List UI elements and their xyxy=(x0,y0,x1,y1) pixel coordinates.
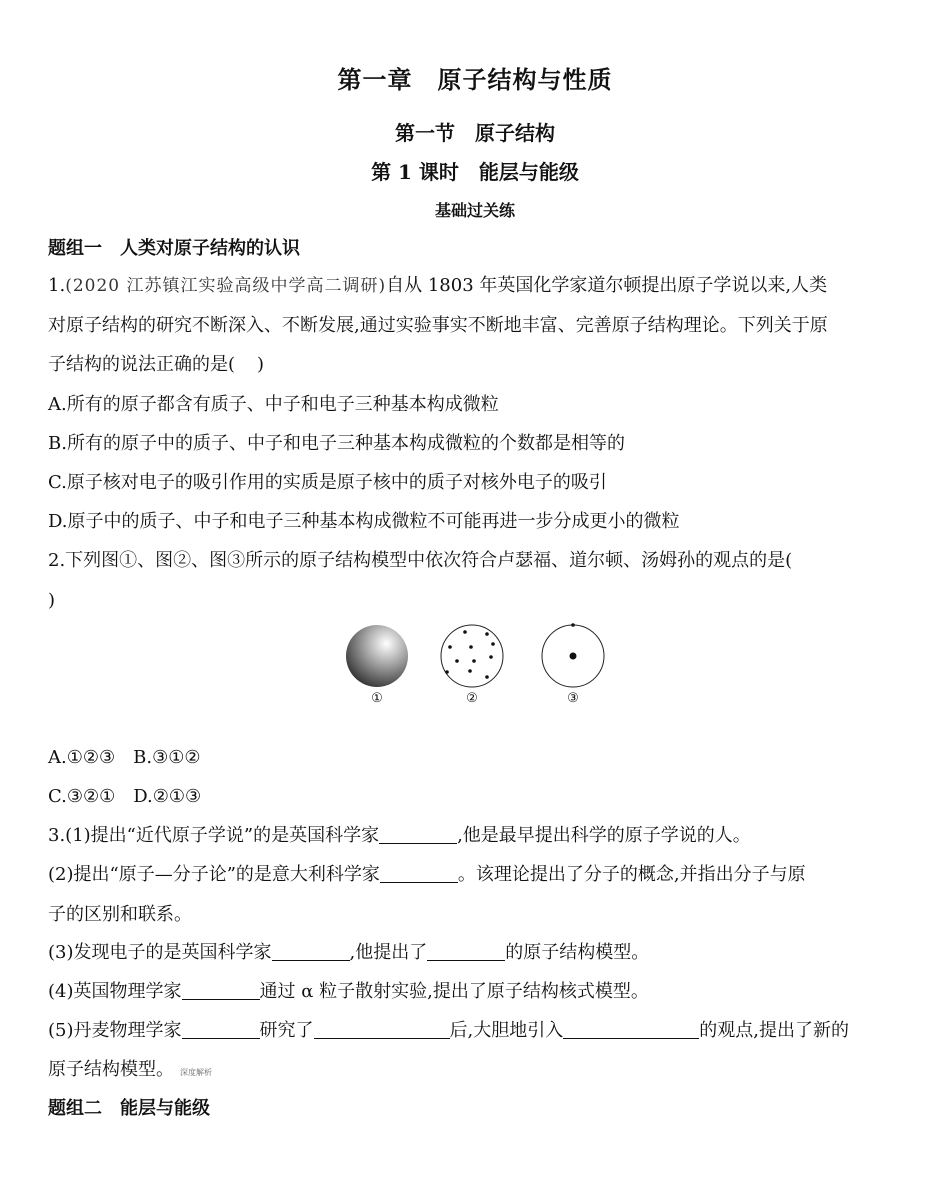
deep-analysis-tag[interactable]: 深度解析 xyxy=(180,1068,212,1077)
q2-options-row2: C.③②① D.②①③ xyxy=(48,786,202,807)
q1-option-d: D.原子中的质子、中子和电子三种基本构成微粒不可能再进一步分成更小的微粒 xyxy=(48,511,680,532)
q3-blank-dalton[interactable] xyxy=(379,825,457,844)
q1-option-c: C.原子核对电子的吸引作用的实质是原子核中的质子对核外电子的吸引 xyxy=(48,472,607,493)
q3-blank-bohr[interactable] xyxy=(182,1020,260,1039)
q3-blank-research[interactable] xyxy=(314,1020,450,1039)
q1-source: (2020 江苏镇江实验高级中学高二调研) xyxy=(65,276,387,296)
q1-stem-line2: 对原子结构的研究不断深入、不断发展,通过实验事实不断地丰富、完善原子结构理论。下列关于原 xyxy=(48,315,828,336)
q3-p1-text-a: 3.(1)提出“近代原子学说”的是英国科学家 xyxy=(48,825,380,846)
q3-blank-rutherford[interactable] xyxy=(182,981,260,1000)
exercise-subtitle: 基础过关练 xyxy=(434,201,515,220)
chapter-title: 第一章 原子结构与性质 xyxy=(337,65,613,94)
q3-p5-text-b: 研究了 xyxy=(259,1020,314,1041)
q1-stem-part3: 子结构的说法正确的是( xyxy=(48,354,236,375)
q3-p3-text-a: (3)发现电子的是英国科学家 xyxy=(48,942,272,963)
q3-blank-thomson[interactable] xyxy=(272,942,350,961)
q3-p4-text-b: 通过 α 粒子散射实验,提出了原子结构核式模型。 xyxy=(259,981,649,1002)
q3-part4 xyxy=(48,979,908,1005)
fig-label-2: ② xyxy=(466,691,478,706)
q1-stem-line1 xyxy=(48,273,908,299)
q3-p2-text-a: (2)提出“原子—分子论”的是意大利科学家 xyxy=(48,864,380,885)
q1-stem-line3 xyxy=(48,352,908,378)
lesson-title: 第 1 课时 能层与能级 xyxy=(371,160,579,184)
q1-stem-part1: 自从 1803 年英国化学家道尔顿提出原子学说以来,人类 xyxy=(386,275,828,296)
section-title: 第一节 原子结构 xyxy=(395,121,555,145)
q3-blank-avogadro[interactable] xyxy=(380,864,458,883)
q2-options-row1: A.①②③ B.③①② xyxy=(48,747,201,768)
q3-p1-text-b: ,他是最早提出科学的原子学说的人。 xyxy=(457,825,751,846)
rutherford-nuclear-model xyxy=(542,623,604,687)
q2-stem-line2: ) xyxy=(48,590,56,611)
q3-p4-text-a: (4)英国物理学家 xyxy=(48,981,182,1002)
q3-blank-model[interactable] xyxy=(427,942,505,961)
q3-part2-cont: 子的区别和联系。 xyxy=(48,904,192,925)
q3-p2-text-b: 。该理论提出了分子的概念,并指出分子与原 xyxy=(457,864,806,885)
q3-p5-text-e: 原子结构模型。 xyxy=(48,1059,174,1080)
q3-part3 xyxy=(48,940,908,966)
q3-blank-quantum[interactable] xyxy=(563,1020,699,1039)
q1-number: 1. xyxy=(48,275,66,296)
atom-models-svg xyxy=(340,620,610,692)
q3-p5-text-a: (5)丹麦物理学家 xyxy=(48,1020,182,1041)
group2-heading: 题组二 能层与能级 xyxy=(48,1098,210,1119)
q1-close-paren: ) xyxy=(257,354,265,375)
q3-part5-cont xyxy=(48,1057,908,1086)
fig-label-1: ① xyxy=(371,691,383,706)
q3-p5-text-d: 的观点,提出了新的 xyxy=(699,1020,849,1041)
thomson-plum-pudding-model xyxy=(441,625,503,687)
dalton-solid-sphere xyxy=(346,625,408,687)
q1-option-b: B.所有的原子中的质子、中子和电子三种基本构成微粒的个数都是相等的 xyxy=(48,433,625,454)
q3-p3-text-c: 的原子结构模型。 xyxy=(505,942,650,963)
group1-heading: 题组一 人类对原子结构的认识 xyxy=(48,238,300,259)
q1-option-a: A.所有的原子都含有质子、中子和电子三种基本构成微粒 xyxy=(48,394,499,415)
q3-p5-text-c: 后,大胆地引入 xyxy=(449,1020,564,1041)
q3-part5 xyxy=(48,1018,908,1044)
q3-part2 xyxy=(48,862,908,888)
q3-part1 xyxy=(48,823,908,849)
q2-stem-line1: 2.下列图①、图②、图③所示的原子结构模型中依次符合卢瑟福、道尔顿、汤姆孙的观点的是( xyxy=(48,550,793,571)
q3-p3-text-b: ,他提出了 xyxy=(349,942,428,963)
fig-label-3: ③ xyxy=(567,691,579,706)
